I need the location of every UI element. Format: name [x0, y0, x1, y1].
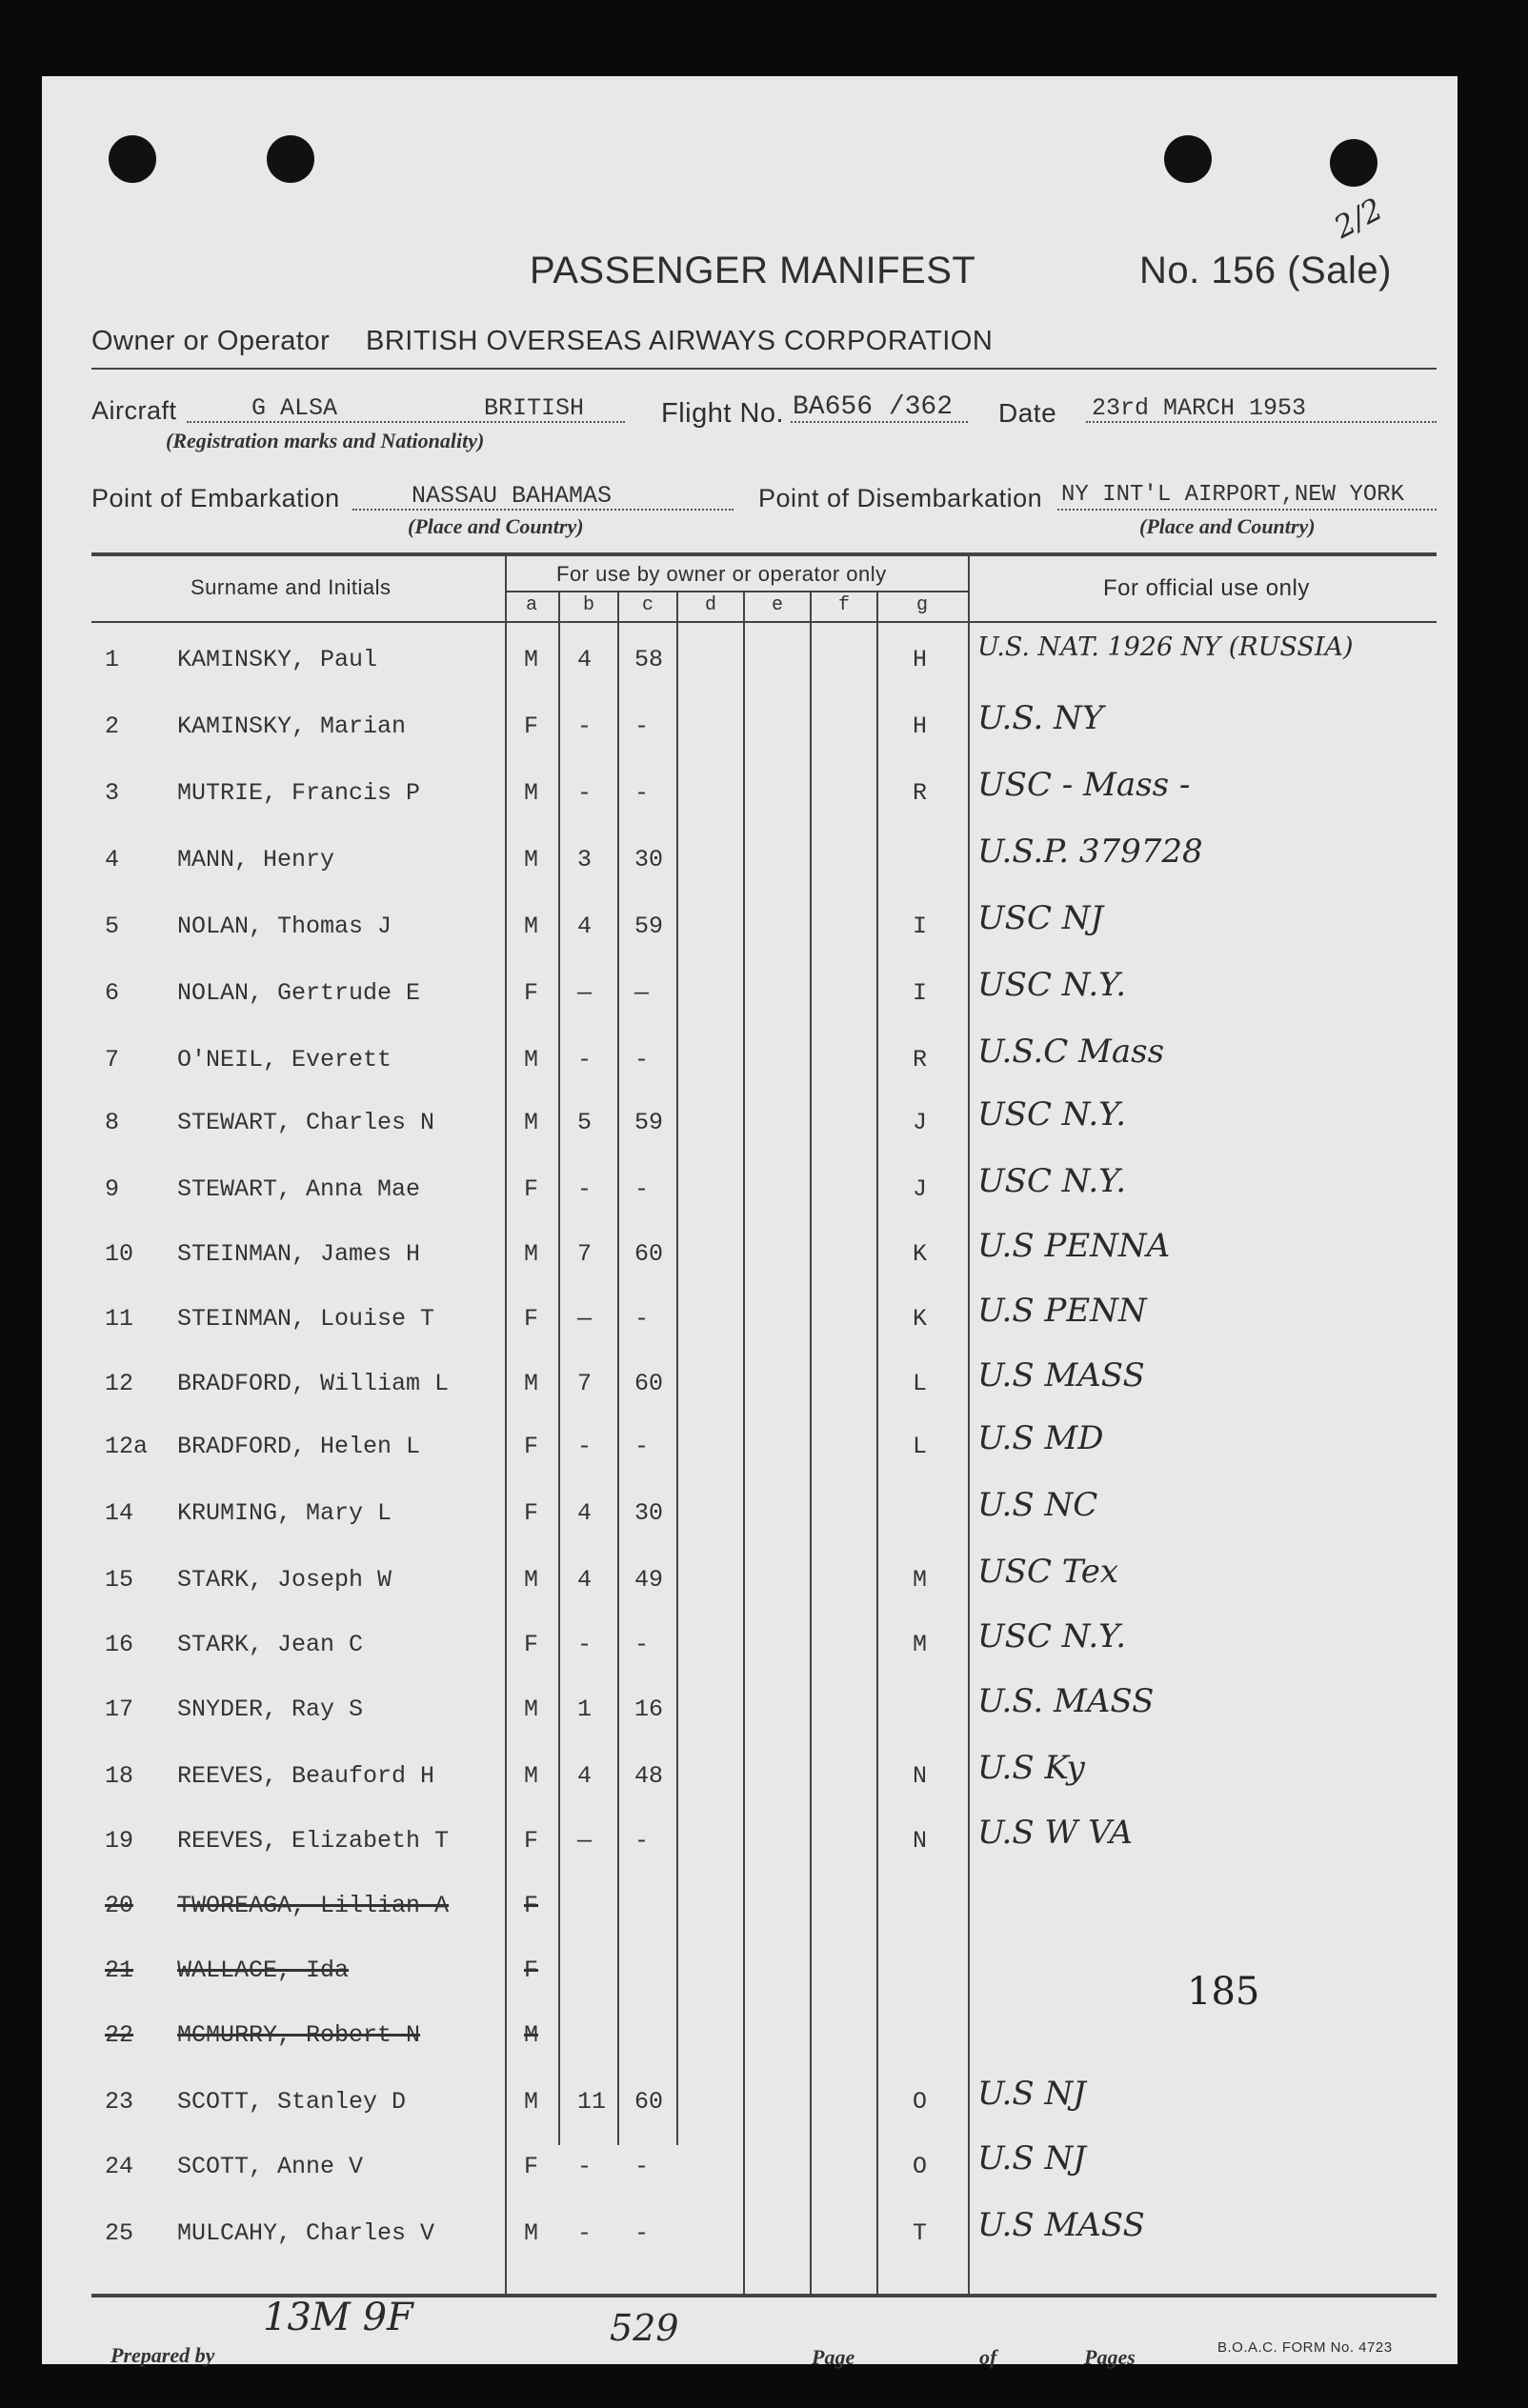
- corner-mark: 2/2: [1328, 191, 1389, 246]
- aircraft-registration: G ALSA: [251, 394, 338, 422]
- cell-weight-b: 7: [577, 1370, 593, 1397]
- cell-group: R: [913, 779, 928, 807]
- cell-weight-c: 30: [634, 1499, 664, 1527]
- official-use-note: USC NJ: [977, 899, 1104, 937]
- official-use-note: USC Tex: [977, 1553, 1119, 1591]
- official-use-note: U.S.C Mass: [977, 1033, 1165, 1071]
- cell-sex: F: [524, 1827, 539, 1855]
- cell-weight-b: -: [577, 1175, 593, 1203]
- cell-weight-c: -: [634, 1631, 650, 1658]
- passenger-name: NOLAN, Thomas J: [177, 913, 392, 940]
- row-number: 18: [105, 1762, 134, 1790]
- passenger-name: STEWART, Charles N: [177, 1109, 435, 1136]
- cell-sex: M: [524, 1240, 539, 1268]
- official-use-note: U.S NC: [977, 1486, 1098, 1524]
- cell-sex: M: [524, 1566, 539, 1594]
- table-row: [0, 962, 1528, 1029]
- table-row: [0, 2004, 1528, 2071]
- col-header-e: e: [772, 594, 784, 616]
- passenger-name: MANN, Henry: [177, 846, 335, 873]
- cell-group: J: [913, 1175, 928, 1203]
- cell-weight-b: -: [577, 1631, 593, 1658]
- cell-weight-c: 60: [634, 1240, 664, 1268]
- row-number: 23: [105, 2088, 134, 2116]
- passenger-name: NOLAN, Gertrude E: [177, 979, 421, 1007]
- table-row: [0, 1288, 1528, 1354]
- row-number: 6: [105, 979, 120, 1007]
- cell-weight-c: —: [634, 979, 650, 1007]
- row-number: 22: [105, 2021, 134, 2049]
- cell-sex: F: [524, 1631, 539, 1658]
- cell-group: H: [913, 712, 928, 740]
- col-header-b: b: [583, 594, 595, 616]
- table-row: [0, 629, 1528, 695]
- official-use-note: U.S MASS: [977, 1356, 1145, 1395]
- passenger-name: STARK, Joseph W: [177, 1566, 392, 1594]
- passenger-name: BRADFORD, Helen L: [177, 1433, 421, 1460]
- table-row: [0, 829, 1528, 895]
- official-use-note: U.S. NAT. 1926 NY (RUSSIA): [977, 632, 1354, 662]
- punch-hole-2: [267, 135, 314, 183]
- table-row: [0, 1875, 1528, 1941]
- cell-weight-b: —: [577, 1305, 593, 1333]
- cell-group: O: [913, 2088, 928, 2116]
- table-row: [0, 1415, 1528, 1482]
- disembarkation-dotted-line: [1057, 509, 1437, 511]
- cell-group: N: [913, 1762, 928, 1790]
- disembarkation-note: (Place and Country): [1139, 514, 1316, 538]
- table-row: [0, 1158, 1528, 1225]
- cell-weight-b: -: [577, 1046, 593, 1074]
- official-use-note: U.S. NY: [977, 699, 1104, 737]
- official-use-note: U.S W VA: [977, 1814, 1133, 1852]
- total-weight-handwritten: 529: [610, 2307, 679, 2349]
- cell-weight-c: -: [634, 779, 650, 807]
- table-row: [0, 762, 1528, 829]
- row-number: 21: [105, 1956, 134, 1984]
- cell-weight-b: 11: [577, 2088, 607, 2116]
- disembarkation-label: Point of Disembarkation: [758, 484, 1043, 512]
- punch-hole-3: [1164, 135, 1212, 183]
- cell-weight-b: 4: [577, 1499, 593, 1527]
- cell-weight-c: -: [634, 1046, 650, 1074]
- cell-group: K: [913, 1305, 928, 1333]
- prepared-by-label: Prepared by: [111, 2343, 215, 2367]
- cell-weight-c: -: [634, 2153, 650, 2180]
- aircraft-nationality: BRITISH: [484, 394, 585, 422]
- cell-sex: M: [524, 1370, 539, 1397]
- passenger-name: O'NEIL, Everett: [177, 1046, 392, 1074]
- date-value: 23rd MARCH 1953: [1092, 394, 1307, 422]
- passenger-name: STEINMAN, Louise T: [177, 1305, 435, 1333]
- row-number: 1: [105, 646, 120, 673]
- cell-sex: F: [524, 2153, 539, 2180]
- cell-sex: M: [524, 2088, 539, 2116]
- owner-value: BRITISH OVERSEAS AIRWAYS CORPORATION: [366, 326, 994, 356]
- cell-weight-c: 60: [634, 1370, 664, 1397]
- aircraft-label: Aircraft: [91, 396, 177, 425]
- disembarkation-value: NY INT'L AIRPORT,NEW YORK: [1061, 482, 1405, 508]
- passenger-name: STEINMAN, James H: [177, 1240, 421, 1268]
- manifest-number: No. 156 (Sale): [1139, 250, 1392, 291]
- cell-weight-c: 58: [634, 646, 664, 673]
- row-number: 24: [105, 2153, 134, 2180]
- official-use-note: USC N.Y.: [977, 1617, 1127, 1656]
- cell-sex: M: [524, 2219, 539, 2247]
- cell-weight-b: —: [577, 1827, 593, 1855]
- row-number: 15: [105, 1566, 134, 1594]
- cell-weight-b: -: [577, 779, 593, 807]
- punch-hole-1: [109, 135, 156, 183]
- stamped-number: 185: [1187, 1970, 1260, 2014]
- row-number: 16: [105, 1631, 134, 1658]
- cell-sex: F: [524, 1175, 539, 1203]
- page-label: Page: [812, 2345, 855, 2369]
- table-row: [0, 1029, 1528, 1095]
- passenger-name: TWOREAGA, Lillian A: [177, 1892, 450, 1919]
- passenger-name: KAMINSKY, Paul: [177, 646, 378, 673]
- official-use-note: U.S NJ: [977, 2139, 1086, 2177]
- total-passengers-handwritten: 13M 9F: [263, 2296, 413, 2339]
- row-number: 14: [105, 1499, 134, 1527]
- col-header-g: g: [916, 594, 929, 616]
- official-use-note: U.S. MASS: [977, 1682, 1155, 1720]
- cell-group: M: [913, 1631, 928, 1658]
- cell-group: T: [913, 2219, 928, 2247]
- cell-sex: M: [524, 1762, 539, 1790]
- official-use-note: USC N.Y.: [977, 1095, 1127, 1134]
- cell-group: H: [913, 646, 928, 673]
- official-use-note: USC N.Y.: [977, 966, 1127, 1004]
- row-number: 9: [105, 1175, 120, 1203]
- cell-sex: M: [524, 646, 539, 673]
- cell-weight-c: -: [634, 1175, 650, 1203]
- cell-group: L: [913, 1370, 928, 1397]
- flight-value: BA656 /362: [793, 392, 954, 422]
- cell-weight-b: 4: [577, 913, 593, 940]
- header-bottom-rule: [91, 621, 1437, 623]
- row-number: 11: [105, 1305, 134, 1333]
- table-row: [0, 1810, 1528, 1876]
- cell-weight-b: —: [577, 979, 593, 1007]
- aircraft-dotted-line: [187, 421, 625, 423]
- row-number: 19: [105, 1827, 134, 1855]
- passenger-name: MUTRIE, Francis P: [177, 779, 421, 807]
- embarkation-value: NASSAU BAHAMAS: [412, 482, 613, 510]
- row-number: 7: [105, 1046, 120, 1074]
- passenger-name: BRADFORD, William L: [177, 1370, 450, 1397]
- owner-rule: [91, 368, 1437, 370]
- cell-sex: F: [524, 1499, 539, 1527]
- surname-header: Surname and Initials: [191, 575, 392, 599]
- cell-weight-c: -: [634, 1827, 650, 1855]
- cell-sex: M: [524, 1046, 539, 1074]
- row-number: 5: [105, 913, 120, 940]
- date-dotted-line: [1086, 421, 1437, 423]
- cell-group: L: [913, 1433, 928, 1460]
- cell-weight-b: -: [577, 712, 593, 740]
- table-row: [0, 1482, 1528, 1549]
- row-number: 25: [105, 2219, 134, 2247]
- col-header-c: c: [642, 594, 654, 616]
- official-use-header: For official use only: [1103, 575, 1310, 601]
- cell-weight-c: 49: [634, 1566, 664, 1594]
- of-label: of: [979, 2345, 997, 2369]
- passenger-name: REEVES, Beauford H: [177, 1762, 435, 1790]
- pages-label: Pages: [1084, 2345, 1136, 2369]
- date-label: Date: [998, 398, 1057, 428]
- table-row: [0, 1223, 1528, 1290]
- table-row: [0, 1614, 1528, 1680]
- passenger-name: SCOTT, Anne V: [177, 2153, 364, 2180]
- owner-use-header: For use by owner or operator only: [556, 562, 887, 586]
- form-number: B.O.A.C. FORM No. 4723: [1217, 2339, 1393, 2356]
- cell-sex: M: [524, 779, 539, 807]
- owner-label: Owner or Operator: [91, 326, 331, 356]
- table-row: [0, 695, 1528, 762]
- table-row: [0, 1939, 1528, 2006]
- row-number: 10: [105, 1240, 134, 1268]
- row-number: 17: [105, 1696, 134, 1723]
- table-row: [0, 1353, 1528, 1419]
- cell-sex: F: [524, 979, 539, 1007]
- cell-weight-c: 48: [634, 1762, 664, 1790]
- official-use-note: USC N.Y.: [977, 1162, 1127, 1200]
- table-row: [0, 2202, 1528, 2269]
- cell-sex: M: [524, 2021, 539, 2049]
- cell-group: I: [913, 913, 928, 940]
- cell-group: I: [913, 979, 928, 1007]
- cell-weight-c: 60: [634, 2088, 664, 2116]
- cell-weight-c: 16: [634, 1696, 664, 1723]
- official-use-note: U.S MASS: [977, 2206, 1145, 2244]
- col-header-a: a: [526, 594, 538, 616]
- cell-weight-b: 1: [577, 1696, 593, 1723]
- official-use-note: U.S NJ: [977, 2075, 1086, 2113]
- cell-sex: M: [524, 846, 539, 873]
- official-use-note: U.S PENN: [977, 1292, 1147, 1330]
- cell-sex: F: [524, 1892, 539, 1919]
- row-number: 12a: [105, 1433, 149, 1460]
- cell-sex: F: [524, 1433, 539, 1460]
- col-header-f: f: [838, 594, 851, 616]
- passenger-name: STEWART, Anna Mae: [177, 1175, 421, 1203]
- passenger-name: MCMURRY, Robert N: [177, 2021, 421, 2049]
- cell-weight-b: 4: [577, 646, 593, 673]
- official-use-note: U.S Ky: [977, 1749, 1085, 1787]
- official-use-note: U.S PENNA: [977, 1227, 1171, 1265]
- cell-weight-c: 59: [634, 1109, 664, 1136]
- flight-dotted-line: [791, 421, 968, 423]
- row-number: 2: [105, 712, 120, 740]
- subheader-rule: [507, 591, 968, 592]
- row-number: 8: [105, 1109, 120, 1136]
- cell-weight-b: 3: [577, 846, 593, 873]
- cell-group: O: [913, 2153, 928, 2180]
- flight-label: Flight No.: [661, 398, 785, 429]
- official-use-note: USC - Mass -: [977, 766, 1191, 804]
- embarkation-label: Point of Embarkation: [91, 484, 340, 512]
- cell-group: R: [913, 1046, 928, 1074]
- passenger-name: REEVES, Elizabeth T: [177, 1827, 450, 1855]
- row-number: 12: [105, 1370, 134, 1397]
- cell-weight-c: -: [634, 712, 650, 740]
- table-row: [0, 1745, 1528, 1812]
- passenger-name: KRUMING, Mary L: [177, 1499, 392, 1527]
- cell-group: M: [913, 1566, 928, 1594]
- passenger-name: SNYDER, Ray S: [177, 1696, 364, 1723]
- passenger-name: STARK, Jean C: [177, 1631, 364, 1658]
- cell-sex: M: [524, 913, 539, 940]
- cell-weight-b: -: [577, 1433, 593, 1460]
- row-number: 4: [105, 846, 120, 873]
- cell-weight-c: 30: [634, 846, 664, 873]
- table-row: [0, 895, 1528, 962]
- table-row: [0, 2136, 1528, 2202]
- embarkation-note: (Place and Country): [408, 514, 584, 538]
- embarkation-dotted-line: [352, 509, 734, 511]
- official-use-note: U.S MD: [977, 1419, 1104, 1457]
- punch-hole-4: [1330, 139, 1377, 187]
- cell-weight-c: -: [634, 1305, 650, 1333]
- passenger-name: WALLACE, Ida: [177, 1956, 350, 1984]
- passenger-name: MULCAHY, Charles V: [177, 2219, 435, 2247]
- table-row: [0, 1549, 1528, 1615]
- cell-sex: F: [524, 1305, 539, 1333]
- official-use-note: U.S.P. 379728: [977, 833, 1203, 871]
- cell-weight-b: -: [577, 2219, 593, 2247]
- row-number: 20: [105, 1892, 134, 1919]
- cell-weight-c: -: [634, 2219, 650, 2247]
- col-header-d: d: [705, 594, 717, 616]
- cell-sex: F: [524, 712, 539, 740]
- cell-weight-c: -: [634, 1433, 650, 1460]
- cell-weight-b: 4: [577, 1762, 593, 1790]
- table-top-rule: [91, 552, 1437, 556]
- table-row: [0, 2071, 1528, 2137]
- table-row: [0, 1092, 1528, 1158]
- cell-sex: F: [524, 1956, 539, 1984]
- table-row: [0, 1678, 1528, 1745]
- cell-weight-b: 7: [577, 1240, 593, 1268]
- page-title: PASSENGER MANIFEST: [530, 250, 976, 291]
- cell-weight-c: 59: [634, 913, 664, 940]
- cell-group: J: [913, 1109, 928, 1136]
- cell-sex: M: [524, 1696, 539, 1723]
- passenger-name: KAMINSKY, Marian: [177, 712, 407, 740]
- cell-group: N: [913, 1827, 928, 1855]
- passenger-name: SCOTT, Stanley D: [177, 2088, 407, 2116]
- cell-weight-b: 4: [577, 1566, 593, 1594]
- cell-weight-b: -: [577, 2153, 593, 2180]
- row-number: 3: [105, 779, 120, 807]
- aircraft-note: (Registration marks and Nationality): [166, 429, 485, 452]
- cell-weight-b: 5: [577, 1109, 593, 1136]
- cell-sex: M: [524, 1109, 539, 1136]
- cell-group: K: [913, 1240, 928, 1268]
